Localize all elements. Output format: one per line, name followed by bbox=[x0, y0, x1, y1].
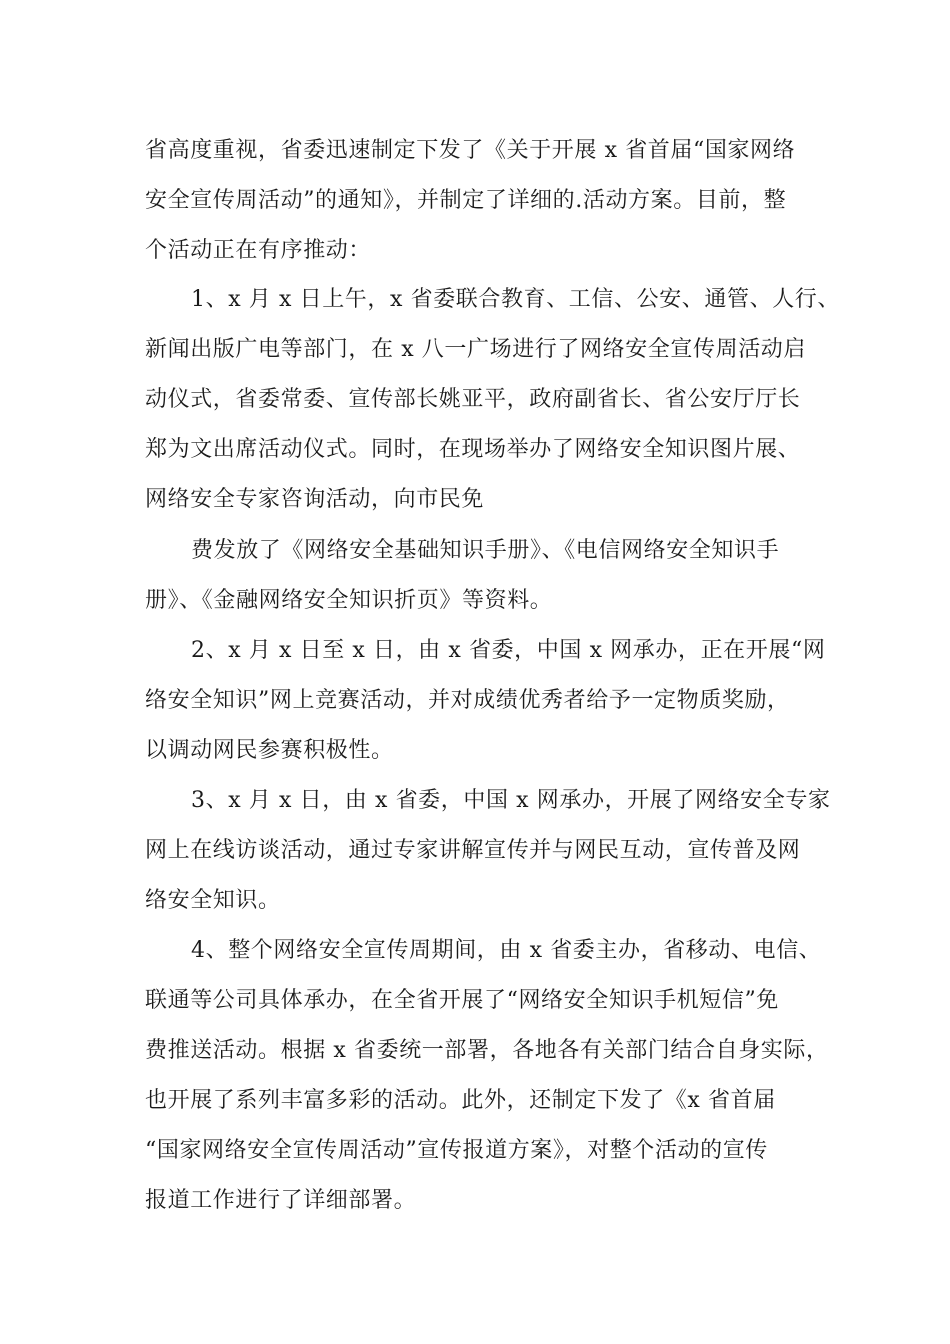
text-line: 4、整个网络安全宣传周期间，由 x 省委主办，省移动、电信、 bbox=[191, 938, 822, 963]
text-line: 省高度重视，省委迅速制定下发了《关于开展 x 省首届“国家网络 bbox=[145, 138, 796, 163]
text-line: 联通等公司具体承办，在全省开展了“网络安全知识手机短信”免 bbox=[145, 988, 779, 1013]
text-line: 络安全知识”网上竞赛活动，并对成绩优秀者给予一定物质奖励， bbox=[145, 688, 790, 713]
text-line: 郑为文出席活动仪式。同时，在现场举办了网络安全知识图片展、 bbox=[145, 437, 801, 462]
text-line: 册》、《金融网络安全知识折页》等资料。 bbox=[145, 588, 553, 613]
text-line: 络安全知识。 bbox=[145, 888, 281, 913]
text-line: 网络安全专家咨询活动，向市民免 bbox=[145, 487, 485, 512]
text-line: 动仪式，省委常委、宣传部长姚亚平，政府副省长、省公安厅厅长 bbox=[145, 387, 801, 412]
text-line: 新闻出版广电等部门，在 x 八一广场进行了网络安全宣传周活动启 bbox=[145, 337, 806, 362]
text-line: “国家网络安全宣传周活动”宣传报道方案》，对整个活动的宣传 bbox=[145, 1138, 768, 1163]
text-line: 报道工作进行了详细部署。 bbox=[145, 1188, 417, 1213]
text-line: 安全宣传周活动”的通知》，并制定了详细的.活动方案。目前，整 bbox=[145, 188, 787, 213]
text-line: 3、x 月 x 日，由 x 省委，中国 x 网承办，开展了网络安全专家 bbox=[191, 788, 831, 813]
text-line: 费发放了《网络安全基础知识手册》、《电信网络安全知识手 bbox=[191, 538, 780, 563]
text-line: 1、x 月 x 日上午，x 省委联合教育、工信、公安、通管、人行、 bbox=[191, 287, 840, 312]
text-line: 以调动网民参赛积极性。 bbox=[145, 738, 394, 763]
text-line: 也开展了系列丰富多彩的活动。此外，还制定下发了《x 省首届 bbox=[145, 1088, 776, 1113]
text-line: 个活动正在有序推动： bbox=[145, 238, 372, 263]
text-line: 2、x 月 x 日至 x 日，由 x 省委，中国 x 网承办，正在开展“网 bbox=[191, 638, 826, 663]
text-line: 网上在线访谈活动，通过专家讲解宣传并与网民互动，宣传普及网 bbox=[145, 838, 801, 863]
text-line: 费推送活动。根据 x 省委统一部署，各地各有关部门结合自身实际， bbox=[145, 1038, 829, 1063]
